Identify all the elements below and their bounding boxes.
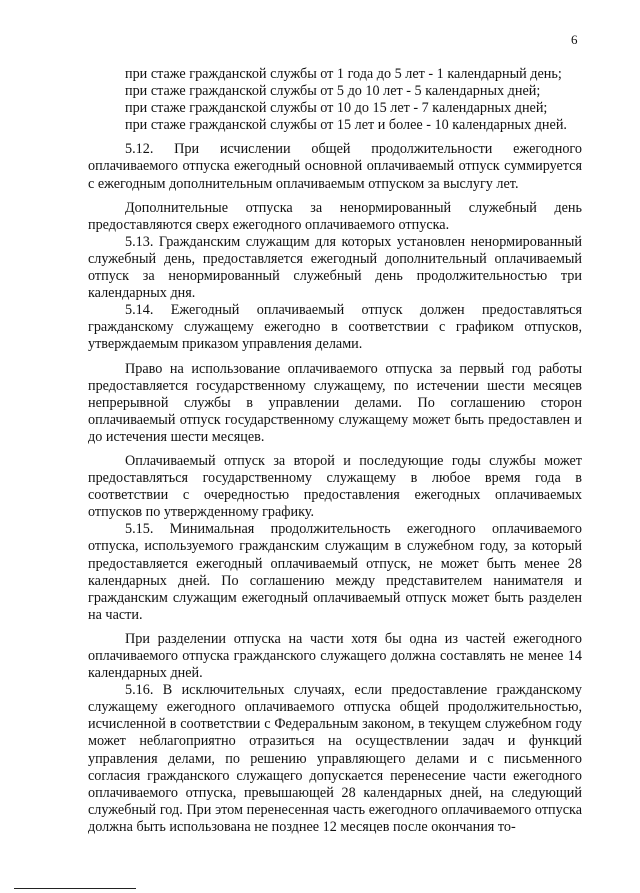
paragraph-additional-leave: Дополнительные отпуска за ненормированный служебный день предоставляются сверх ежегодного оплачиваемого отпуска. (88, 199, 582, 233)
paragraph-leave-5-10-years: при стаже гражданской службы от 5 до 10 лет - 5 календарных дней; (125, 83, 541, 100)
paragraph-5-12: 5.12. При исчислении общей продолжительности ежегодного оплачиваемого отпуска ежегодный основной оплачиваемый отпуск суммируется с ежегодным дополнительным оплачиваемым отпуском за выслугу лет. (88, 141, 582, 192)
paragraph-5-13: 5.13. Гражданским служащим для которых установлен ненормированный служебный день, предоставляется ежегодный дополнительный оплачиваемый отпуск за ненормированный служебный день продолжительностью три календарных дня. (88, 233, 582, 302)
page-number: 6 (571, 32, 578, 47)
paragraph-leave-15-plus-years: при стаже гражданской службы от 15 лет и более - 10 календарных дней. (125, 117, 567, 134)
paragraph-leave-division: При разделении отпуска на части хотя бы одна из частей ежегодного оплачиваемого отпуска гражданского служащего должна составлять не менее 14 календарных дней. (88, 630, 582, 682)
paragraph-5-16: 5.16. В исключительных случаях, если предоставление гражданскому служащему ежегодного оплачиваемого отпуска общей продолжительностью, исчисленной в соответствии с Федеральным законом, в текущем служебном году может неблагоприятно отразиться на осуществлении задач и функций управления делами, по решению управляющего делами и с письменного согласия гражданского служащего допускается перенесение части ежегодного оплачиваемого отпуска, превышающей 28 календарных дней, на следующий служебный год. При этом перенесенная часть ежегодного оплачиваемого отпуска должна быть использована не позднее 12 месяцев после окончания то- (88, 682, 582, 835)
paragraph-5-14: 5.14. Ежегодный оплачиваемый отпуск должен предоставляться гражданскому служащему ежегодно в соответствии с графиком отпусков, утверждаемым приказом управления делами. (88, 302, 582, 353)
paragraph-first-year-leave: Право на использование оплачиваемого отпуска за первый год работы предоставляется государственному служащему, по истечении шести месяцев непрерывной службы в управлении делами. По соглашению сторон оплачиваемый отпуск государственному служащему может быть предоставлен и до истечения шести месяцев. (88, 360, 582, 445)
paragraph-subsequent-years-leave: Оплачиваемый отпуск за второй и последующие годы службы может предоставляться государственному служащему в любое время года в соответствии с очередностью предоставления ежегодных оплачиваемых отпусков по утвержденному графику. (88, 452, 582, 521)
paragraph-leave-1-5-years: при стаже гражданской службы от 1 года до 5 лет - 1 календарный день; (125, 66, 562, 82)
paragraph-leave-10-15-years: при стаже гражданской службы от 10 до 15 лет - 7 календарных дней; (125, 100, 548, 117)
footnote-divider (14, 888, 136, 889)
paragraph-5-15: 5.15. Минимальная продолжительность ежегодного оплачиваемого отпуска, используемого гражданским служащим в служебном году, за который предоставляется ежегодный оплачиваемый отпуск, не может быть менее 28 календарных дней. По соглашению между представителем нанимателя и гражданским служащим ежегодный оплачиваемый отпуск может быть разделен на части. (88, 521, 582, 623)
document-body (88, 66, 582, 836)
